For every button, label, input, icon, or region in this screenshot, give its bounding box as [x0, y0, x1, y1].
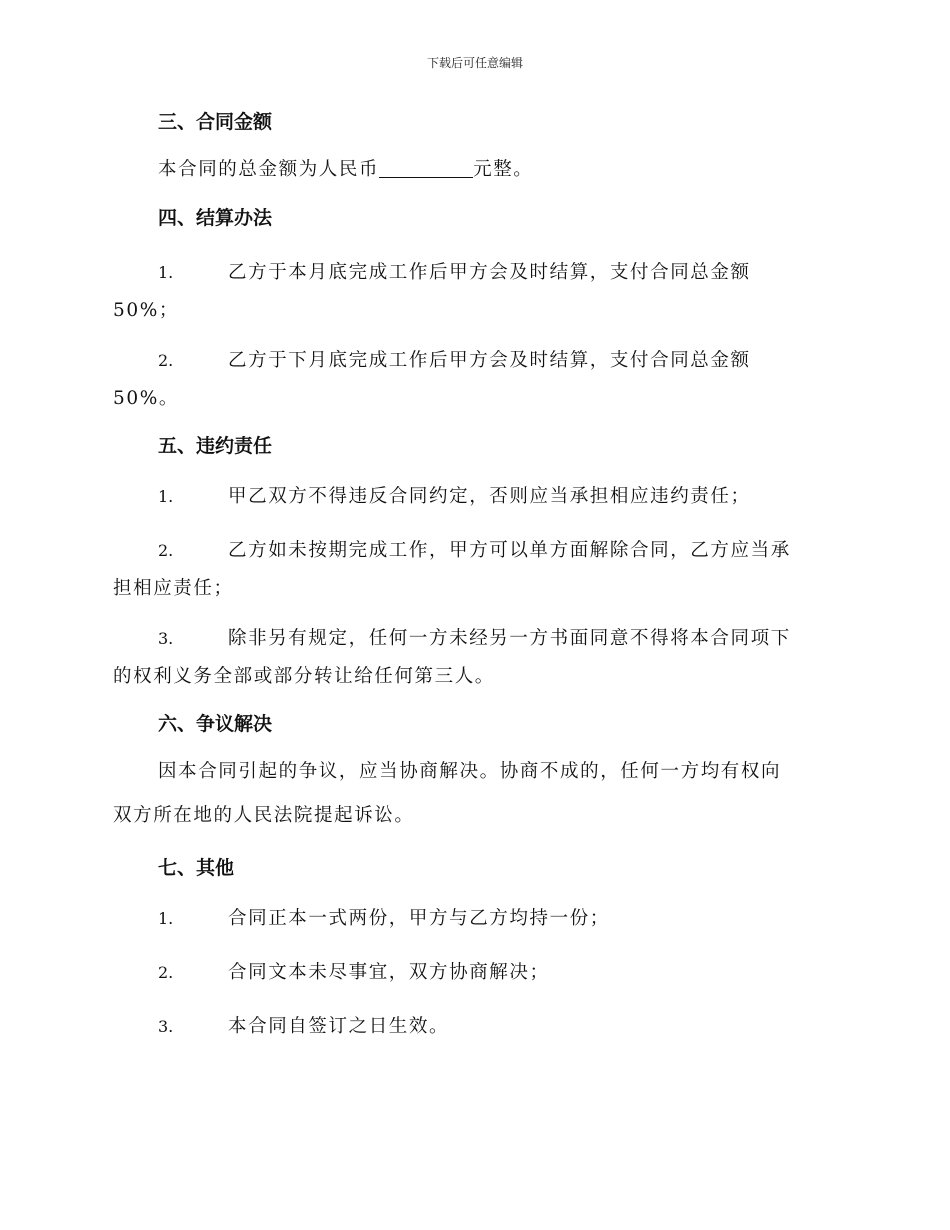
section-heading-amount: 三、合同金额	[158, 111, 273, 133]
item-text: 乙方如未按期完成工作，甲方可以单方面解除合同，乙方应当承	[228, 540, 791, 561]
settlement-item-2	[113, 340, 833, 382]
amount-blank-line	[379, 157, 473, 178]
item-number: 2.	[158, 541, 174, 560]
liability-item-2-cont: 担相应责任；	[113, 578, 234, 599]
section-heading-dispute: 六、争议解决	[158, 713, 273, 735]
item-text: 本合同自签订之日生效。	[228, 1016, 450, 1037]
liability-item-3-cont: 的权利义务全部或部分转让给任何第三人。	[113, 666, 495, 687]
amount-paragraph	[113, 156, 833, 184]
liability-item-2	[113, 530, 833, 572]
dispute-line-1: 因本合同引起的争议，应当协商解决。协商不成的，任何一方均有权向	[158, 761, 782, 782]
other-item-3	[113, 1006, 833, 1048]
item-number: 2.	[158, 963, 174, 982]
item-text: 合同正本一式两份，甲方与乙方均持一份；	[228, 908, 610, 929]
item-text: 甲乙双方不得违反合同约定，否则应当承担相应违约责任；	[228, 486, 751, 507]
settlement-item-1-cont: 50%；	[113, 300, 180, 321]
item-number: 3.	[158, 629, 174, 648]
item-number: 1.	[158, 487, 174, 506]
dispute-line-2: 双方所在地的人民法院提起诉讼。	[113, 805, 415, 826]
other-item-2	[113, 952, 833, 994]
settlement-item-2-cont: 50%。	[113, 388, 180, 409]
section-heading-liability: 五、违约责任	[158, 435, 273, 457]
section-heading-settlement: 四、结算办法	[158, 207, 273, 229]
item-number: 2.	[158, 351, 174, 370]
item-text: 乙方于本月底完成工作后甲方会及时结算，支付合同总金额	[228, 262, 751, 283]
item-number: 1.	[158, 909, 174, 928]
amount-text-after: 元整。	[473, 159, 534, 180]
amount-text-before: 本合同的总金额为人民币	[158, 159, 380, 180]
item-text: 合同文本未尽事宜，双方协商解决；	[228, 962, 550, 983]
item-number: 3.	[158, 1017, 174, 1036]
liability-item-3	[113, 618, 833, 660]
settlement-item-1	[113, 252, 833, 294]
item-text: 除非另有规定，任何一方未经另一方书面同意不得将本合同项下	[228, 628, 791, 649]
header-note: 下载后可任意编辑	[426, 56, 523, 70]
section-heading-other: 七、其他	[158, 857, 235, 879]
liability-item-1	[113, 476, 833, 518]
item-number: 1.	[158, 263, 174, 282]
other-item-1	[113, 898, 833, 940]
document-body	[113, 108, 833, 1048]
item-text: 乙方于下月底完成工作后甲方会及时结算，支付合同总金额	[228, 350, 751, 371]
